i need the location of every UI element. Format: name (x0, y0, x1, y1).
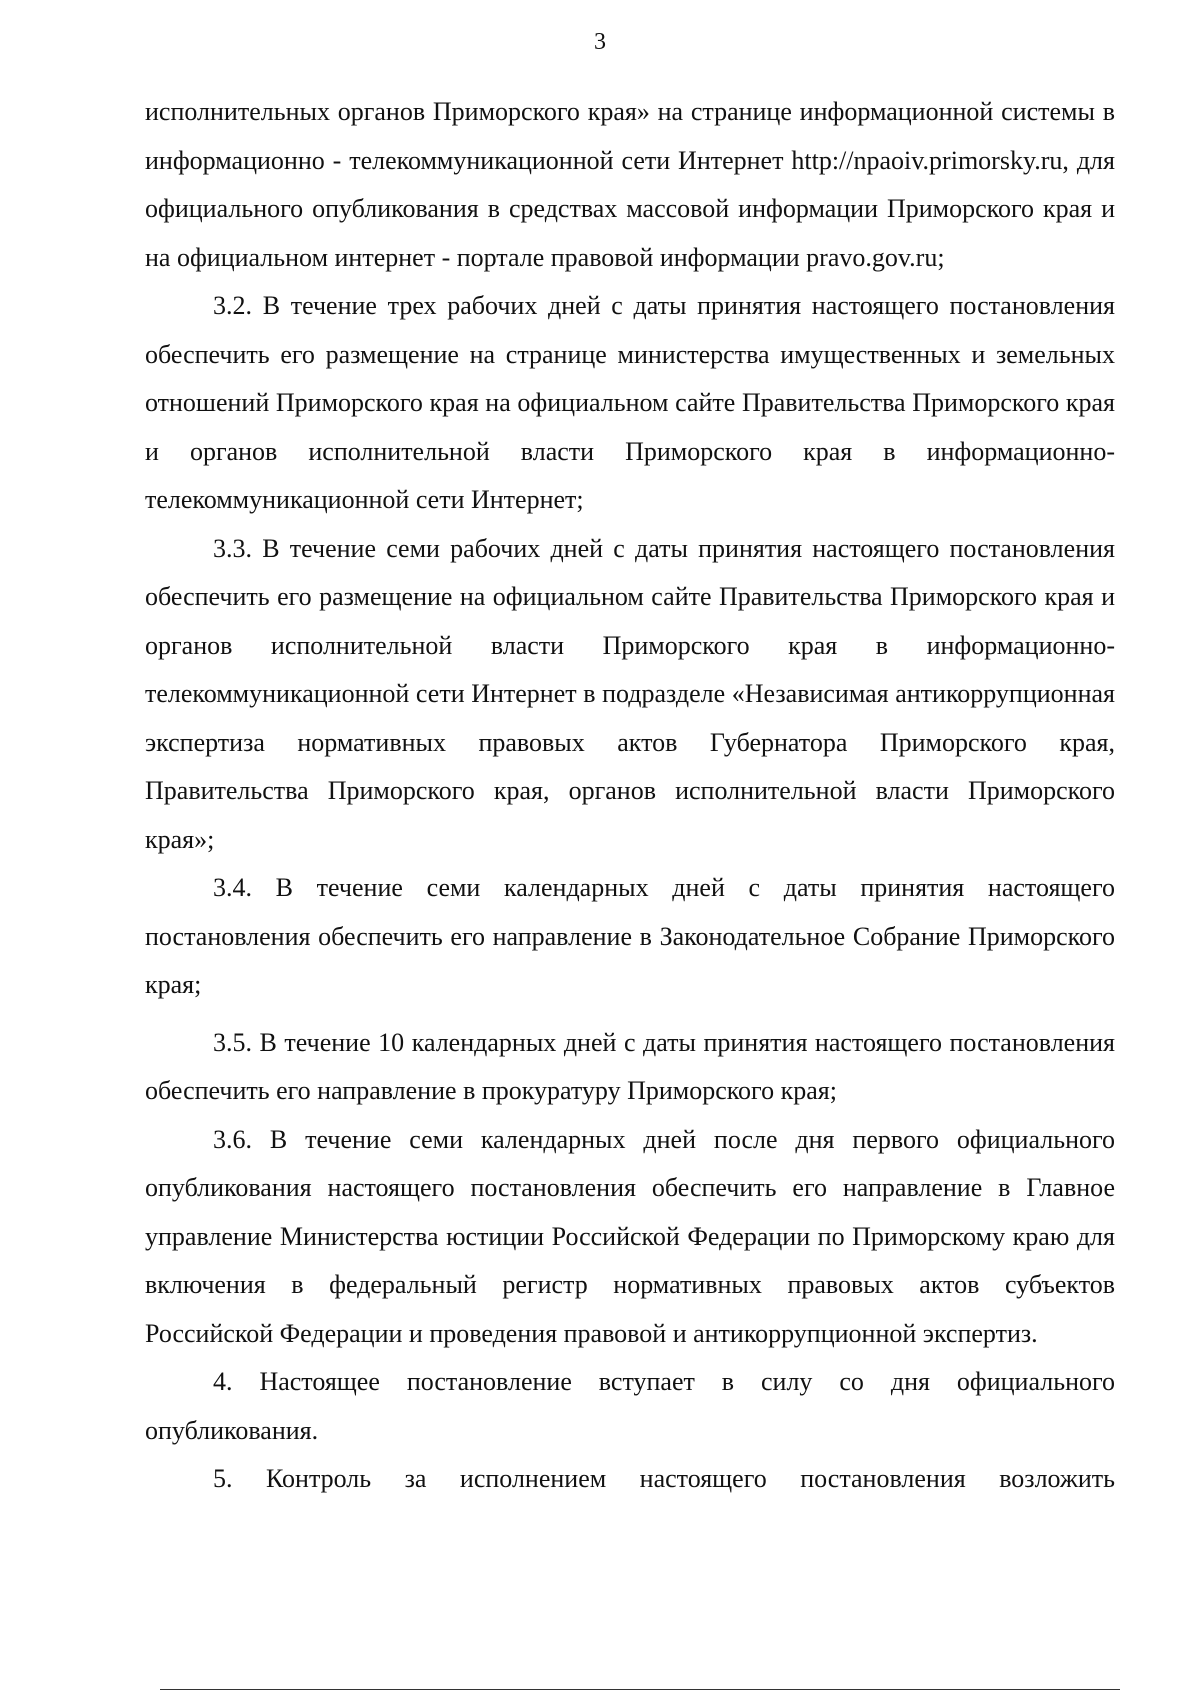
paragraph-continuation: исполнительных органов Приморского края» на странице информационной системы в информационно - телекоммуникационной сети Интернет http://npaoiv.primorsky.ru, для официального опубликования в средствах массовой информации Приморского края и на официальном интернет - портале правовой информации pravo.gov.ru; (145, 97, 1115, 272)
page-number: 3 (594, 29, 606, 55)
page-bottom-rule (160, 1689, 1120, 1690)
paragraph-3-5: 3.5. В течение 10 календарных дней с даты принятия настоящего постановления обеспечить его направление в прокуратуру Приморского края; (145, 1027, 1115, 1105)
document-body (145, 88, 1115, 1504)
paragraph-3-4: 3.4. В течение семи календарных дней с даты принятия настоящего постановления обеспечить его направление в Законодательное Собрание Приморского края; (145, 873, 1115, 999)
paragraph-3-6: 3.6. В течение семи календарных дней после дня первого официального опубликования настоящего постановления обеспечить его направление в Главное управление Министерства юстиции Российской Федерации по Приморскому краю для включения в федеральный регистр нормативных правовых актов субъектов Российской Федерации и проведения правовой и антикоррупционной экспертиз. (145, 1124, 1115, 1348)
paragraph-5: 5. Контроль за исполнением настоящего постановления возложить (213, 1464, 1115, 1493)
paragraph-4: 4. Настоящее постановление вступает в силу со дня официального опубликования. (145, 1367, 1115, 1445)
paragraph-3-2: 3.2. В течение трех рабочих дней с даты принятия настоящего постановления обеспечить его размещение на странице министерства имущественных и земельных отношений Приморского края на официальном сайте Правительства Приморского края и органов исполнительной власти Приморского края в информационно-телекоммуникационной сети Интернет; (145, 291, 1115, 514)
paragraph-3-3: 3.3. В течение семи рабочих дней с даты принятия настоящего постановления обеспечить его размещение на официальном сайте Правительства Приморского края и органов исполнительной власти Приморского края в информационно-телекоммуникационной сети Интернет в подразделе «Независимая антикоррупционная экспертиза нормативных правовых актов Губернатора Приморского края, Правительства Приморского края, органов исполнительной власти Приморского края»; (145, 533, 1115, 854)
